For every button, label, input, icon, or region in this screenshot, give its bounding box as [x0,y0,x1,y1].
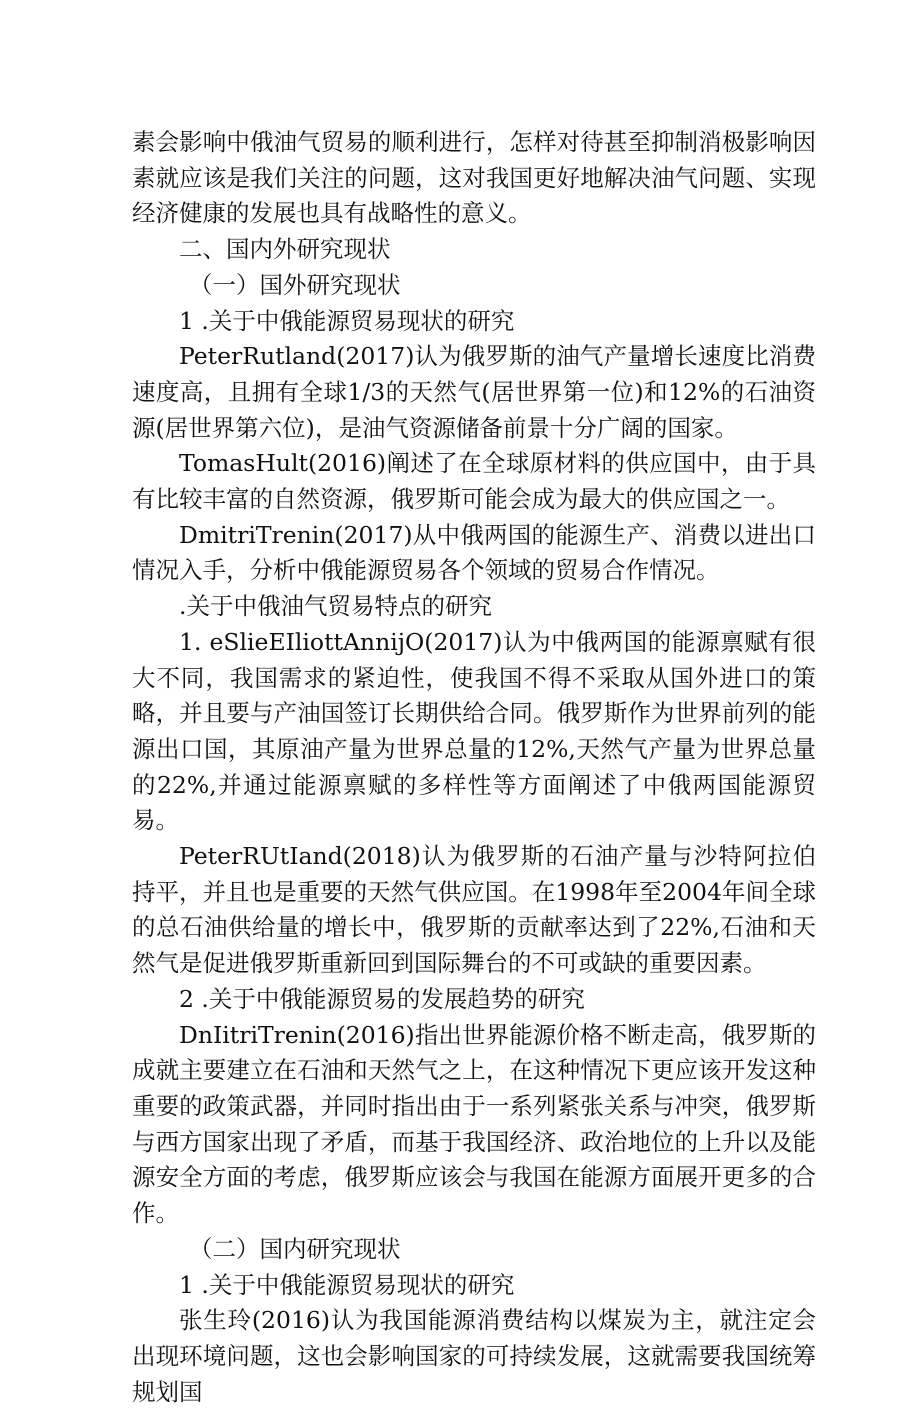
section-heading-research-status: 二、国内外研究现状 [179,235,391,264]
topic-heading-trade-trends: 2 .关于中俄能源贸易的发展趋势的研究 [179,984,585,1013]
topic-heading-trade-status: 1 .关于中俄能源贸易现状的研究 [179,306,515,335]
paragraph-intro-continued: 素会影响中俄油气贸易的顺利进行，怎样对待甚至抑制消极影响因素就应该是我们关注的问题，这对我国更好地解决油气问题、实现经济健康的发展也具有战略性的意义。 [132,128,816,228]
body-text [132,125,816,1410]
paragraph-trenin-2017: DmitriTrenin(2017)从中俄两国的能源生产、消费以进出口情况入手，分析中俄能源贸易各个领域的贸易合作情况。 [132,520,816,585]
topic-heading-trade-features: .关于中俄油气贸易特点的研究 [179,592,492,621]
paragraph-rutland-2017: PeterRutland(2017)认为俄罗斯的油气产量增长速度比消费速度高，且拥有全球1/3的天然气(居世界第一位)和12%的石油资源(居世界第六位)，是油气资源储备前景十分广阔的国家。 [132,342,816,442]
paragraph-elliott-2017: 1. eSlieEIliottAnnijO(2017)认为中俄两国的能源禀赋有很大不同，我国需求的紧迫性，使我国不得不采取从国外进口的策略，并且要与产油国签订长期供给合同。俄罗斯作为世界前列的能源出口国，其原油产量为世界总量的12%,天然气产量为世界总量的22%,并通过能源禀赋的多样性等方面阐述了中俄两国能源贸易。 [132,627,816,835]
subsection-heading-foreign: （一）国外研究现状 [189,270,401,299]
topic-heading-trade-status-domestic: 1 .关于中俄能源贸易现状的研究 [179,1270,515,1299]
paragraph-hult-2016: TomasHult(2016)阐述了在全球原材料的供应国中，由于具有比较丰富的自然资源，俄罗斯可能会成为最大的供应国之一。 [132,449,816,514]
subsection-heading-domestic: （二）国内研究现状 [189,1234,401,1263]
paragraph-rutland-2018: PeterRUtIand(2018)认为俄罗斯的石油产量与沙特阿拉伯持平，并且也是重要的天然气供应国。在1998年至2004年间全球的总石油供给量的增长中，俄罗斯的贡献率达到了22%,石油和天然气是促进俄罗斯重新回到国际舞台的不可或缺的重要因素。 [132,842,816,978]
paragraph-trenin-2016: DnIitriTrenin(2016)指出世界能源价格不断走高，俄罗斯的成就主要建立在石油和天然气之上，在这种情况下更应该开发这种重要的政策武器，并同时指出由于一系列紧张关系与冲突，俄罗斯与西方国家出现了矛盾，而基于我国经济、政治地位的上升以及能源安全方面的考虑，俄罗斯应该会与我国在能源方面展开更多的合作。 [132,1020,816,1228]
paragraph-zhang-2016: 张生玲(2016)认为我国能源消费结构以煤炭为主，就注定会出现环境问题，这也会影响国家的可持续发展，这就需要我国统筹规划国 [132,1306,816,1406]
